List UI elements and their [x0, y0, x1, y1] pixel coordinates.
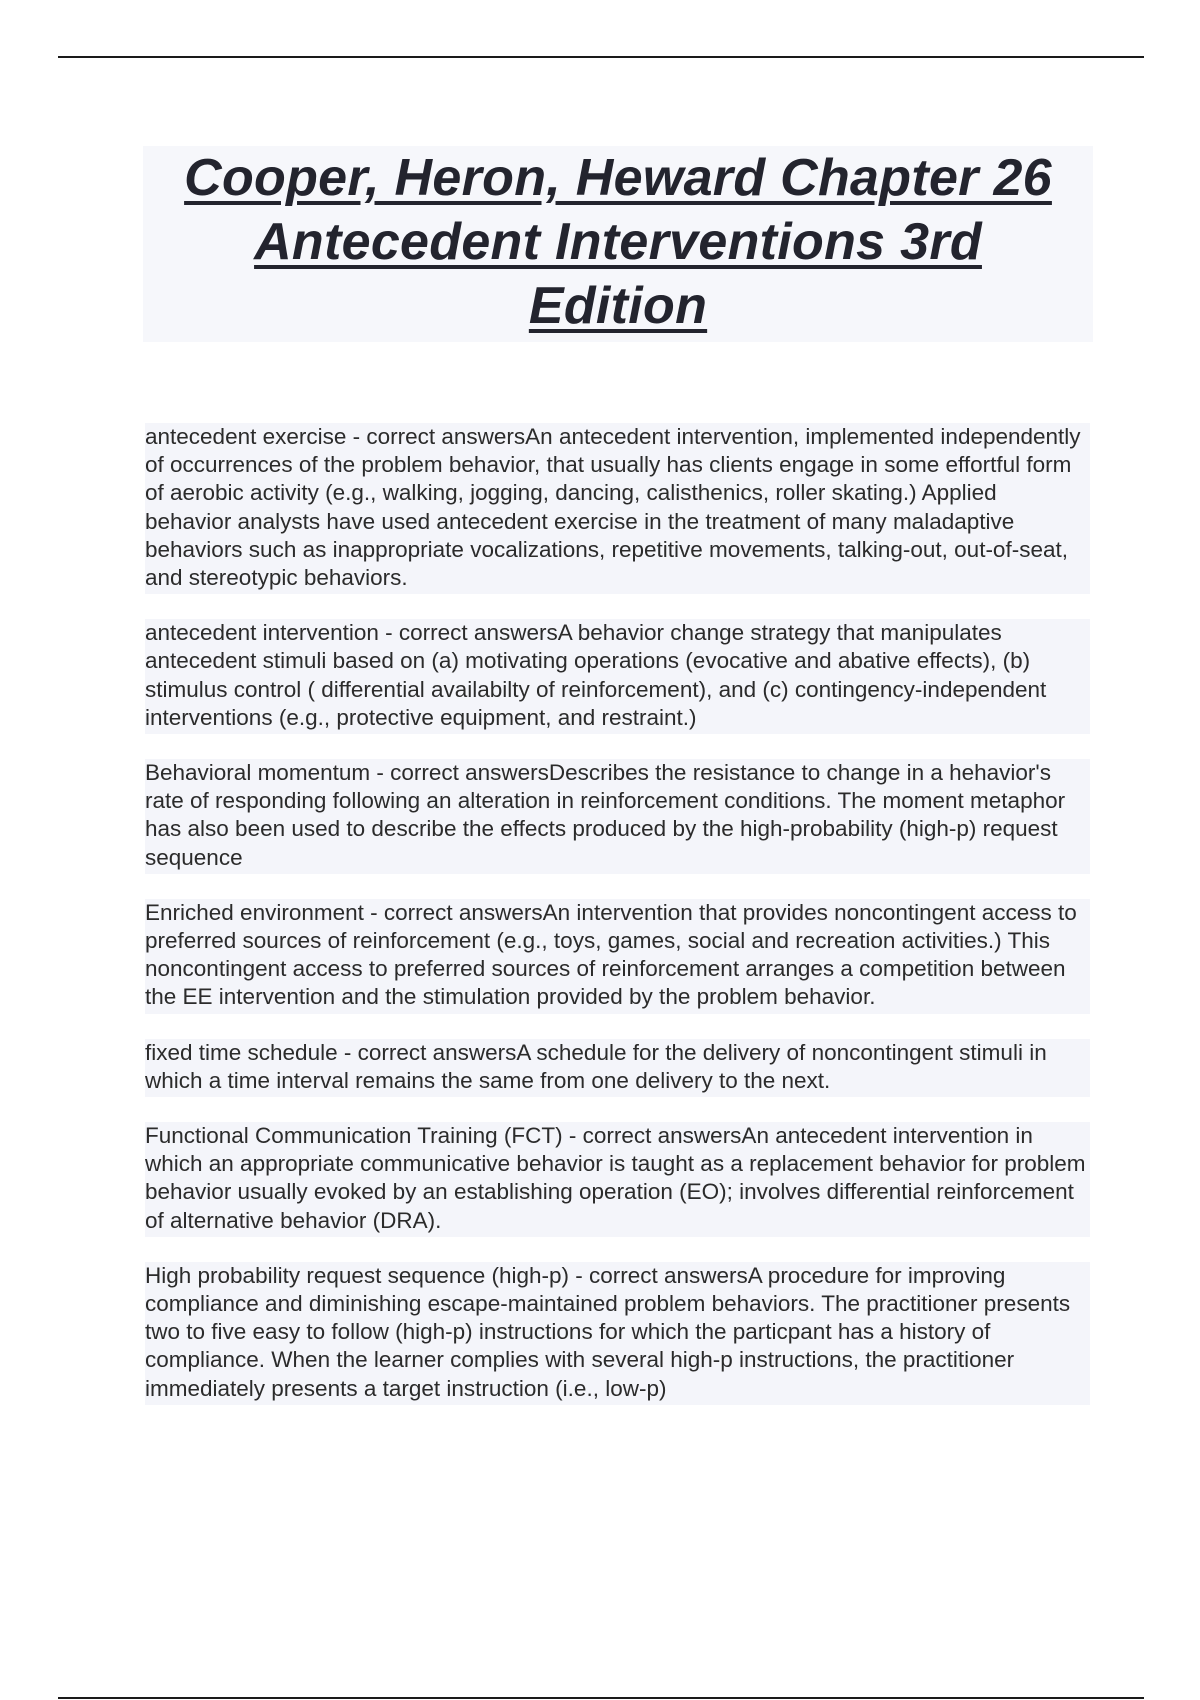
flashcard-entry: Behavioral momentum - correct answersDescribes the resistance to change in a hehavior's rate of responding following an alteration in reinforcement conditions. The moment metaphor has also been used to describe the effects produced by the high-probability (high-p) request sequence: [145, 759, 1090, 874]
flashcard-entry: High probability request sequence (high-p) - correct answersA procedure for improving compliance and diminishing escape-maintained problem behaviors. The practitioner presents two to five easy to follow (high-p) instructions for which the particpant has a history of compliance. When the learner complies with several high-p instructions, the practitioner immediately presents a target instruction (i.e., low-p): [145, 1262, 1090, 1405]
bottom-divider: [58, 1697, 1144, 1699]
title-line-3: Edition: [528, 277, 708, 335]
flashcard-entry: fixed time schedule - correct answersA schedule for the delivery of noncontingent stimuli in which a time interval remains the same from one delivery to the next.: [145, 1039, 1090, 1097]
top-divider: [58, 56, 1144, 58]
document-title: [143, 146, 1093, 342]
flashcard-entry: antecedent intervention - correct answersA behavior change strategy that manipulates antecedent stimuli based on (a) motivating operations (evocative and abative effects), (b) stimulus control ( differential availabilty of reinforcement), and (c) contingency-independent interventions (e.g., protective equipment, and restraint.): [145, 619, 1090, 734]
flashcard-list: [145, 423, 1090, 1430]
flashcard-entry: Functional Communication Training (FCT) - correct answersAn antecedent intervention in which an appropriate communicative behavior is taught as a replacement behavior for problem behavior usually evoked by an establishing operation (EO); involves differential reinforcement of alternative behavior (DRA).: [145, 1122, 1090, 1237]
title-line-2: Antecedent Interventions 3rd: [254, 213, 982, 271]
title-line-1: Cooper, Heron, Heward Chapter 26: [184, 149, 1052, 207]
flashcard-entry: Enriched environment - correct answersAn intervention that provides noncontingent access to preferred sources of reinforcement (e.g., toys, games, social and recreation activities.) This noncontingent access to preferred sources of reinforcement arranges a competition between the EE intervention and the stimulation provided by the problem behavior.: [145, 899, 1090, 1014]
flashcard-entry: antecedent exercise - correct answersAn antecedent intervention, implemented independently of occurrences of the problem behavior, that usually has clients engage in some effortful form of aerobic activity (e.g., walking, jogging, dancing, calisthenics, roller skating.) Applied behavior analysts have used antecedent exercise in the treatment of many maladaptive behaviors such as inappropriate vocalizations, repetitive movements, talking-out, out-of-seat, and stereotypic behaviors.: [145, 423, 1090, 594]
